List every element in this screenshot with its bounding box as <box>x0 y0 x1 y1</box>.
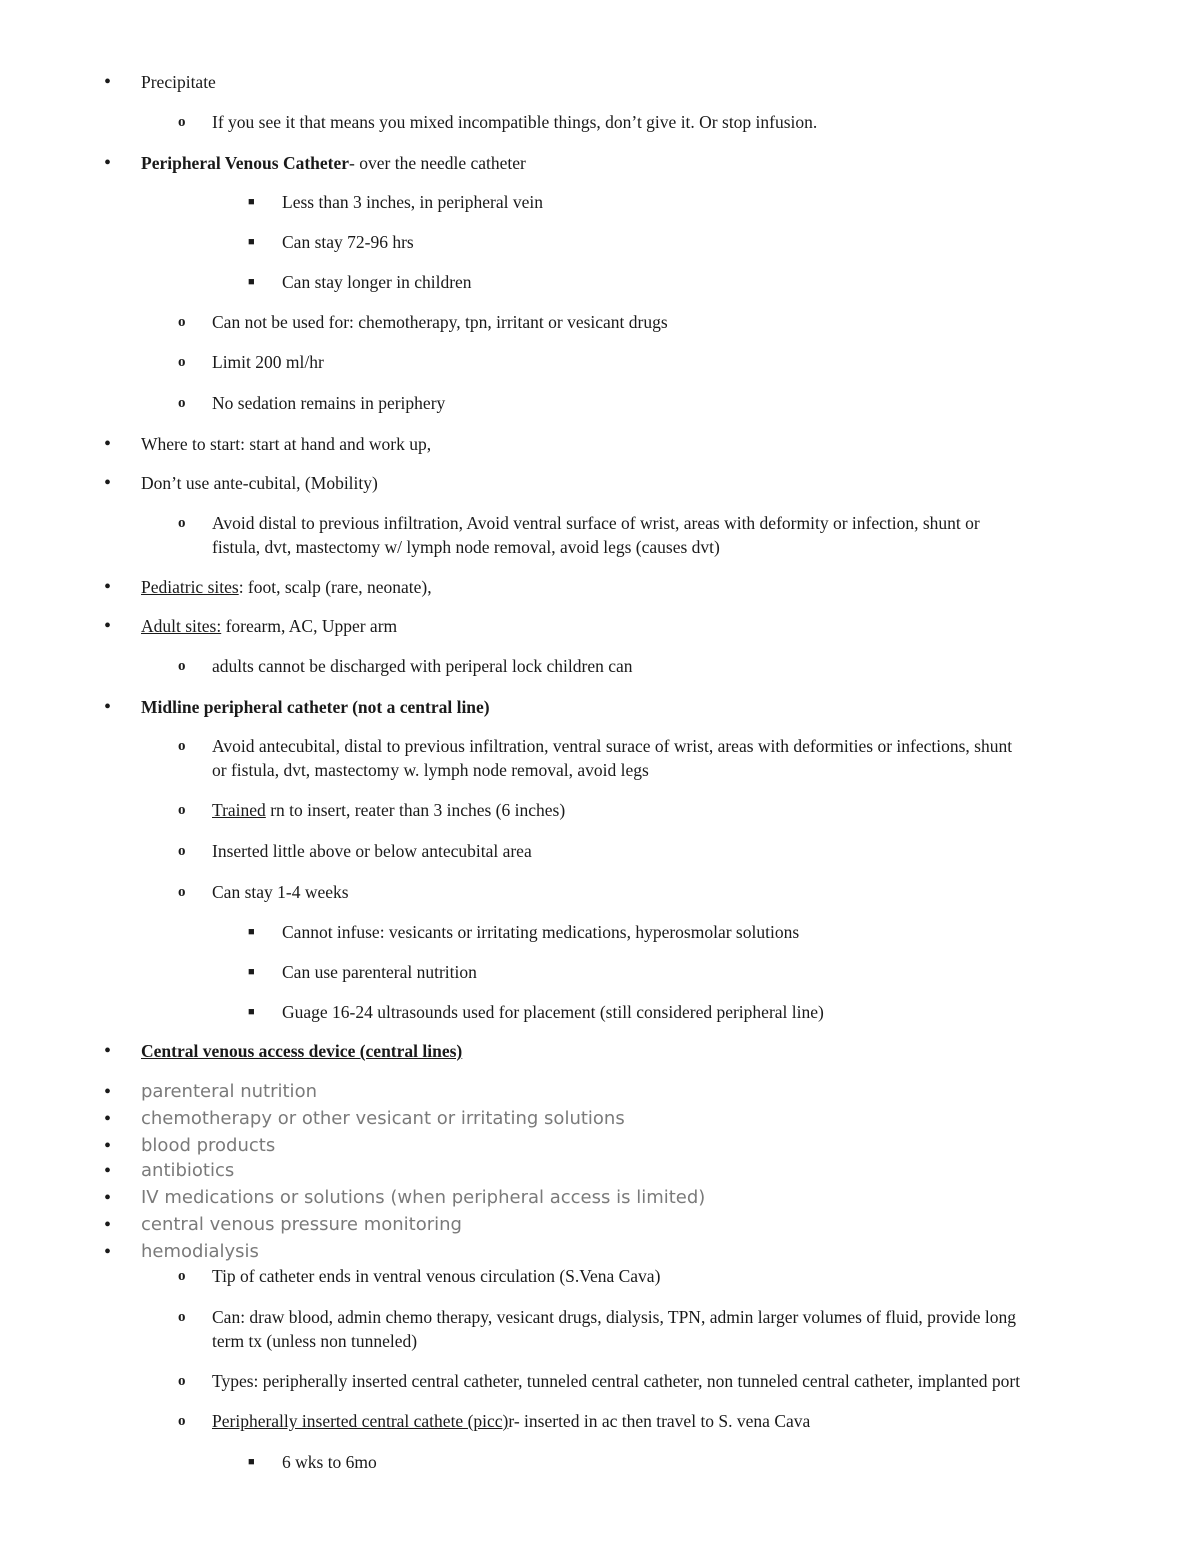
item-text: Types: peripherally inserted central catheter, tunneled central catheter, non tunneled central catheter, implanted port <box>212 1371 1021 1391</box>
item-text: or fistula, dvt, mastectomy w. lymph node removal, avoid legs <box>212 760 649 780</box>
item-text-rest: - over the needle catheter <box>349 153 526 173</box>
use-item: hemodialysis <box>141 1241 259 1262</box>
item-text: Don’t use ante-cubital, (Mobility) <box>141 473 378 493</box>
bullet-circle: o <box>178 1373 186 1389</box>
bullet-square: ■ <box>248 196 255 208</box>
item-text: Inserted little above or below antecubital area <box>212 841 532 861</box>
use-item: blood products <box>141 1135 276 1156</box>
item-text: Can use parenteral nutrition <box>282 962 477 982</box>
item-text: Can stay 1-4 weeks <box>212 882 349 902</box>
item-text: Less than 3 inches, in peripheral vein <box>282 192 543 212</box>
picc-label: Peripherally inserted central cathete (picc) <box>212 1411 509 1431</box>
bullet-dot: • <box>104 1160 112 1182</box>
bullet-dot: • <box>104 576 112 598</box>
item-text: Precipitate <box>141 72 216 92</box>
item-text: Can not be used for: chemotherapy, tpn, irritant or vesicant drugs <box>212 312 668 332</box>
bullet-circle: o <box>178 314 186 330</box>
item-text: 6 wks to 6mo <box>282 1452 377 1472</box>
bullet-dot: • <box>104 1135 112 1157</box>
item-text-rest: r- inserted in ac then travel to S. vena Cava <box>508 1411 811 1431</box>
bullet-square: ■ <box>248 966 255 978</box>
bullet-circle: o <box>178 1268 186 1284</box>
use-item: IV medications or solutions (when peripheral access is limited) <box>141 1187 706 1208</box>
item-text: Can stay 72-96 hrs <box>282 232 414 252</box>
item-text: Where to start: start at hand and work up, <box>141 434 432 454</box>
bullet-circle: o <box>178 658 186 674</box>
item-text: Avoid distal to previous infiltration, Avoid ventral surface of wrist, areas with deformity or infection, shunt or <box>212 513 980 533</box>
item-text <box>212 798 1132 822</box>
item-text <box>141 575 1141 599</box>
bullet-dot: • <box>104 1040 112 1062</box>
item-text: Can stay longer in children <box>282 272 472 292</box>
item-text-rest: rn to insert, reater than 3 inches (6 inches) <box>265 800 566 820</box>
bullet-circle: o <box>178 515 186 531</box>
bullet-circle: o <box>178 1413 186 1429</box>
bullet-square: ■ <box>248 276 255 288</box>
bullet-dot: • <box>104 1214 112 1236</box>
item-text: adults cannot be discharged with periperal lock children can <box>212 656 633 676</box>
bullet-circle: o <box>178 884 186 900</box>
adult-label: Adult sites: <box>141 616 222 636</box>
bullet-dot: • <box>104 696 112 718</box>
bullet-square: ■ <box>248 1456 255 1468</box>
use-item: antibiotics <box>141 1160 235 1181</box>
heading-midline: Midline peripheral catheter (not a central line) <box>141 697 490 717</box>
item-text: term tx (unless non tunneled) <box>212 1331 418 1351</box>
bullet-circle: o <box>178 114 186 130</box>
bullet-dot: • <box>104 1241 112 1263</box>
bullet-square: ■ <box>248 926 255 938</box>
item-text: Limit 200 ml/hr <box>212 352 324 372</box>
bullet-square: ■ <box>248 1006 255 1018</box>
bullet-dot: • <box>104 1187 112 1209</box>
use-item: chemotherapy or other vesicant or irritating solutions <box>141 1108 625 1129</box>
bullet-dot: • <box>104 472 112 494</box>
item-text: Cannot infuse: vesicants or irritating medications, hyperosmolar solutions <box>282 922 800 942</box>
bullet-circle: o <box>178 395 186 411</box>
item-text <box>141 151 1141 175</box>
item-text <box>212 1409 1132 1433</box>
bullet-dot: • <box>104 615 112 637</box>
pediatric-label: Pediatric sites <box>141 577 239 597</box>
bullet-dot: • <box>104 71 112 93</box>
item-text: If you see it that means you mixed incompatible things, don’t give it. Or stop infusion. <box>212 112 818 132</box>
item-text: Can: draw blood, admin chemo therapy, vesicant drugs, dialysis, TPN, admin larger volumes of fluid, provide long <box>212 1307 1017 1327</box>
item-text-rest: : foot, scalp (rare, neonate), <box>238 577 432 597</box>
item-text: fistula, dvt, mastectomy w/ lymph node removal, avoid legs (causes dvt) <box>212 537 720 557</box>
bullet-dot: • <box>104 152 112 174</box>
item-text: No sedation remains in periphery <box>212 393 446 413</box>
item-text: Avoid antecubital, distal to previous infiltration, ventral surace of wrist, areas with deformities or infections, shunt <box>212 736 1013 756</box>
bullet-circle: o <box>178 802 186 818</box>
bullet-circle: o <box>178 354 186 370</box>
item-text: Guage 16-24 ultrasounds used for placement (still considered peripheral line) <box>282 1002 824 1022</box>
bullet-dot: • <box>104 1081 112 1103</box>
bullet-circle: o <box>178 738 186 754</box>
bullet-circle: o <box>178 1309 186 1325</box>
item-text <box>141 614 1141 638</box>
use-item: central venous pressure monitoring <box>141 1214 462 1235</box>
use-item: parenteral nutrition <box>141 1081 317 1102</box>
heading-pvc: Peripheral Venous Catheter <box>141 153 350 173</box>
bullet-square: ■ <box>248 236 255 248</box>
heading-central: Central venous access device (central lines) <box>141 1041 463 1061</box>
trained-label: Trained <box>212 800 266 820</box>
item-text-rest: forearm, AC, Upper arm <box>221 616 398 636</box>
item-text: Tip of catheter ends in ventral venous circulation (S.Vena Cava) <box>212 1266 661 1286</box>
bullet-dot: • <box>104 433 112 455</box>
bullet-circle: o <box>178 843 186 859</box>
bullet-dot: • <box>104 1108 112 1130</box>
